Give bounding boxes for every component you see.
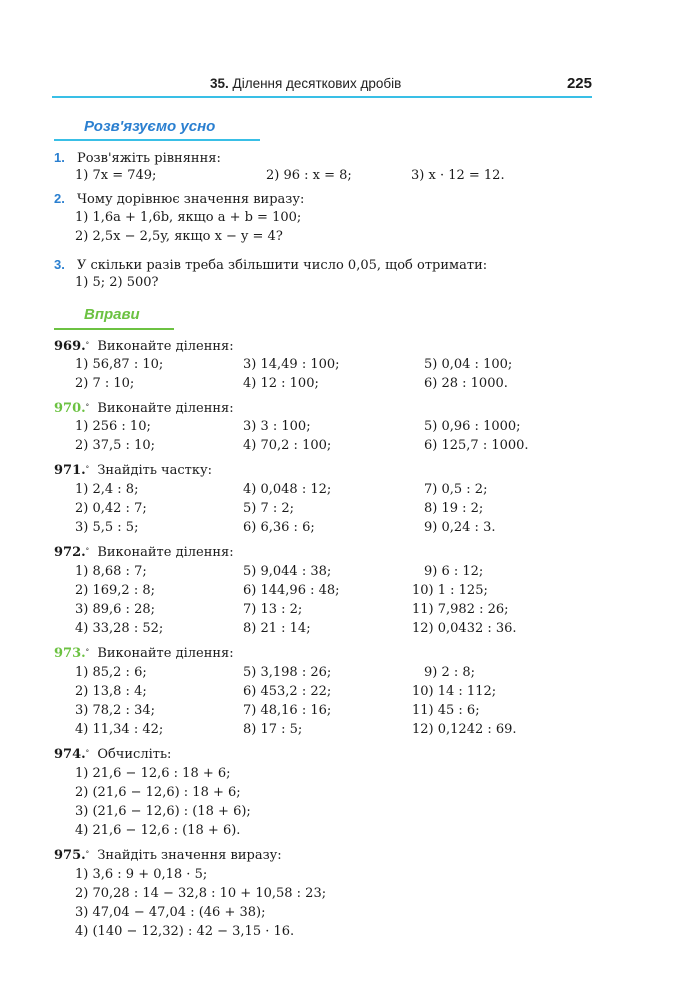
problem-item: 1) 56,87 : 10; [75,357,164,372]
difficulty-mark: ° [85,547,90,555]
problem-item: 2) 0,42 : 7; [75,501,147,516]
oral-heading-rule [54,139,260,141]
task-text: У скільки разів треба збільшити число 0,05, щоб отримати: [76,258,488,273]
task-item: 2) 96 : x = 8; [266,168,352,183]
problem-item: 5) 0,04 : 100; [424,357,513,372]
problem-item: 11) 45 : 6; [412,703,480,718]
task-line: 2) 2,5x − 2,5y, якщо x − y = 4? [75,229,283,244]
problem-item: 9) 6 : 12; [424,564,484,579]
problem-973 [54,646,234,662]
problem-number: 971. [54,463,86,478]
problem-line: 1) 3,6 : 9 + 0,18 · 5; [75,867,208,882]
problem-item: 10) 1 : 125; [412,583,488,598]
header-divider [52,96,592,98]
problem-line: 2) 70,28 : 14 − 32,8 : 10 + 10,58 : 23; [75,886,327,901]
difficulty-mark: ° [85,648,90,656]
problem-item: 3) 5,5 : 5; [75,520,139,535]
problem-item: 1) 85,2 : 6; [75,665,147,680]
difficulty-mark: ° [85,749,90,757]
problem-line: 3) 47,04 − 47,04 : (46 + 38); [75,905,266,920]
problem-item: 2) 169,2 : 8; [75,583,155,598]
problem-item: 7) 48,16 : 16; [243,703,332,718]
difficulty-mark: ° [85,341,90,349]
oral-task-2 [54,191,304,208]
problem-item: 6) 453,2 : 22; [243,684,332,699]
problem-974 [54,747,171,763]
oral-section-heading: Розв'язуємо усно [84,118,216,135]
problem-970 [54,401,234,417]
oral-task-3 [54,257,487,274]
problem-item: 4) 11,34 : 42; [75,722,164,737]
page-header [52,76,592,94]
problem-item: 5) 7 : 2; [243,501,295,516]
problem-item: 2) 37,5 : 10; [75,438,155,453]
chapter-title: Ділення десяткових дробів [232,76,402,91]
problem-item: 12) 0,1242 : 69. [412,722,517,737]
problem-title: Виконайте ділення: [97,339,234,354]
problem-line: 3) (21,6 − 12,6) : (18 + 6); [75,804,251,819]
problem-number: 973. [54,646,86,661]
problem-item: 6) 144,96 : 48; [243,583,340,598]
problem-item: 5) 3,198 : 26; [243,665,332,680]
problem-item: 8) 17 : 5; [243,722,303,737]
problem-title: Знайдіть значення виразу: [97,848,282,863]
problem-item: 6) 6,36 : 6; [243,520,315,535]
task-line: 1) 5; 2) 500? [75,275,159,290]
problem-item: 7) 13 : 2; [243,602,303,617]
problem-title: Обчисліть: [97,747,172,762]
difficulty-mark: ° [85,403,90,411]
problem-title: Виконайте ділення: [97,401,234,416]
problem-line: 4) (140 − 12,32) : 42 − 3,15 · 16. [75,924,295,939]
problem-item: 12) 0,0432 : 36. [412,621,517,636]
oral-task-1 [54,150,221,167]
problem-item: 3) 14,49 : 100; [243,357,340,372]
page-number: 225 [566,75,592,92]
problem-item: 2) 13,8 : 4; [75,684,147,699]
problem-item: 3) 89,6 : 28; [75,602,155,617]
problem-item: 2) 7 : 10; [75,376,135,391]
exercises-section-heading: Вправи [84,306,140,323]
problem-972 [54,545,234,561]
problem-item: 8) 21 : 14; [243,621,311,636]
task-number: 3. [54,257,65,272]
problem-number: 975. [54,848,86,863]
problem-item: 8) 19 : 2; [424,501,484,516]
problem-item: 1) 2,4 : 8; [75,482,139,497]
problem-item: 10) 14 : 112; [412,684,497,699]
difficulty-mark: ° [85,850,90,858]
problem-item: 9) 0,24 : 3. [424,520,496,535]
problem-item: 4) 70,2 : 100; [243,438,332,453]
problem-item: 1) 256 : 10; [75,419,151,434]
problem-title: Виконайте ділення: [97,545,234,560]
problem-item: 3) 3 : 100; [243,419,311,434]
header-title [210,76,401,91]
problem-item: 4) 12 : 100; [243,376,319,391]
problem-number: 974. [54,747,86,762]
task-item: 1) 7x = 749; [75,168,157,183]
exercises-heading-rule [54,328,174,330]
problem-item: 4) 0,048 : 12; [243,482,332,497]
problem-line: 1) 21,6 − 12,6 : 18 + 6; [75,766,231,781]
task-line: 1) 1,6a + 1,6b, якщо a + b = 100; [75,210,302,225]
problem-item: 5) 0,96 : 1000; [424,419,521,434]
problem-975 [54,848,282,864]
problem-title: Виконайте ділення: [97,646,234,661]
problem-item: 6) 28 : 1000. [424,376,508,391]
task-number: 2. [54,191,65,206]
chapter-number: 35. [210,76,229,91]
problem-971 [54,463,212,479]
problem-item: 11) 7,982 : 26; [412,602,509,617]
task-item: 3) x · 12 = 12. [411,168,505,183]
difficulty-mark: ° [85,465,90,473]
problem-item: 7) 0,5 : 2; [424,482,488,497]
problem-item: 1) 8,68 : 7; [75,564,147,579]
problem-number: 969. [54,339,86,354]
task-text: Розв'яжіть рівняння: [76,151,221,166]
problem-title: Знайдіть частку: [97,463,213,478]
problem-number: 972. [54,545,86,560]
problem-item: 3) 78,2 : 34; [75,703,155,718]
problem-number: 970. [54,401,86,416]
task-text: Чому дорівнює значення виразу: [76,192,305,207]
problem-item: 9) 2 : 8; [424,665,476,680]
problem-item: 5) 9,044 : 38; [243,564,332,579]
problem-969 [54,339,234,355]
problem-item: 4) 33,28 : 52; [75,621,164,636]
problem-line: 4) 21,6 − 12,6 : (18 + 6). [75,823,241,838]
task-number: 1. [54,150,65,165]
problem-item: 6) 125,7 : 1000. [424,438,529,453]
problem-line: 2) (21,6 − 12,6) : 18 + 6; [75,785,241,800]
